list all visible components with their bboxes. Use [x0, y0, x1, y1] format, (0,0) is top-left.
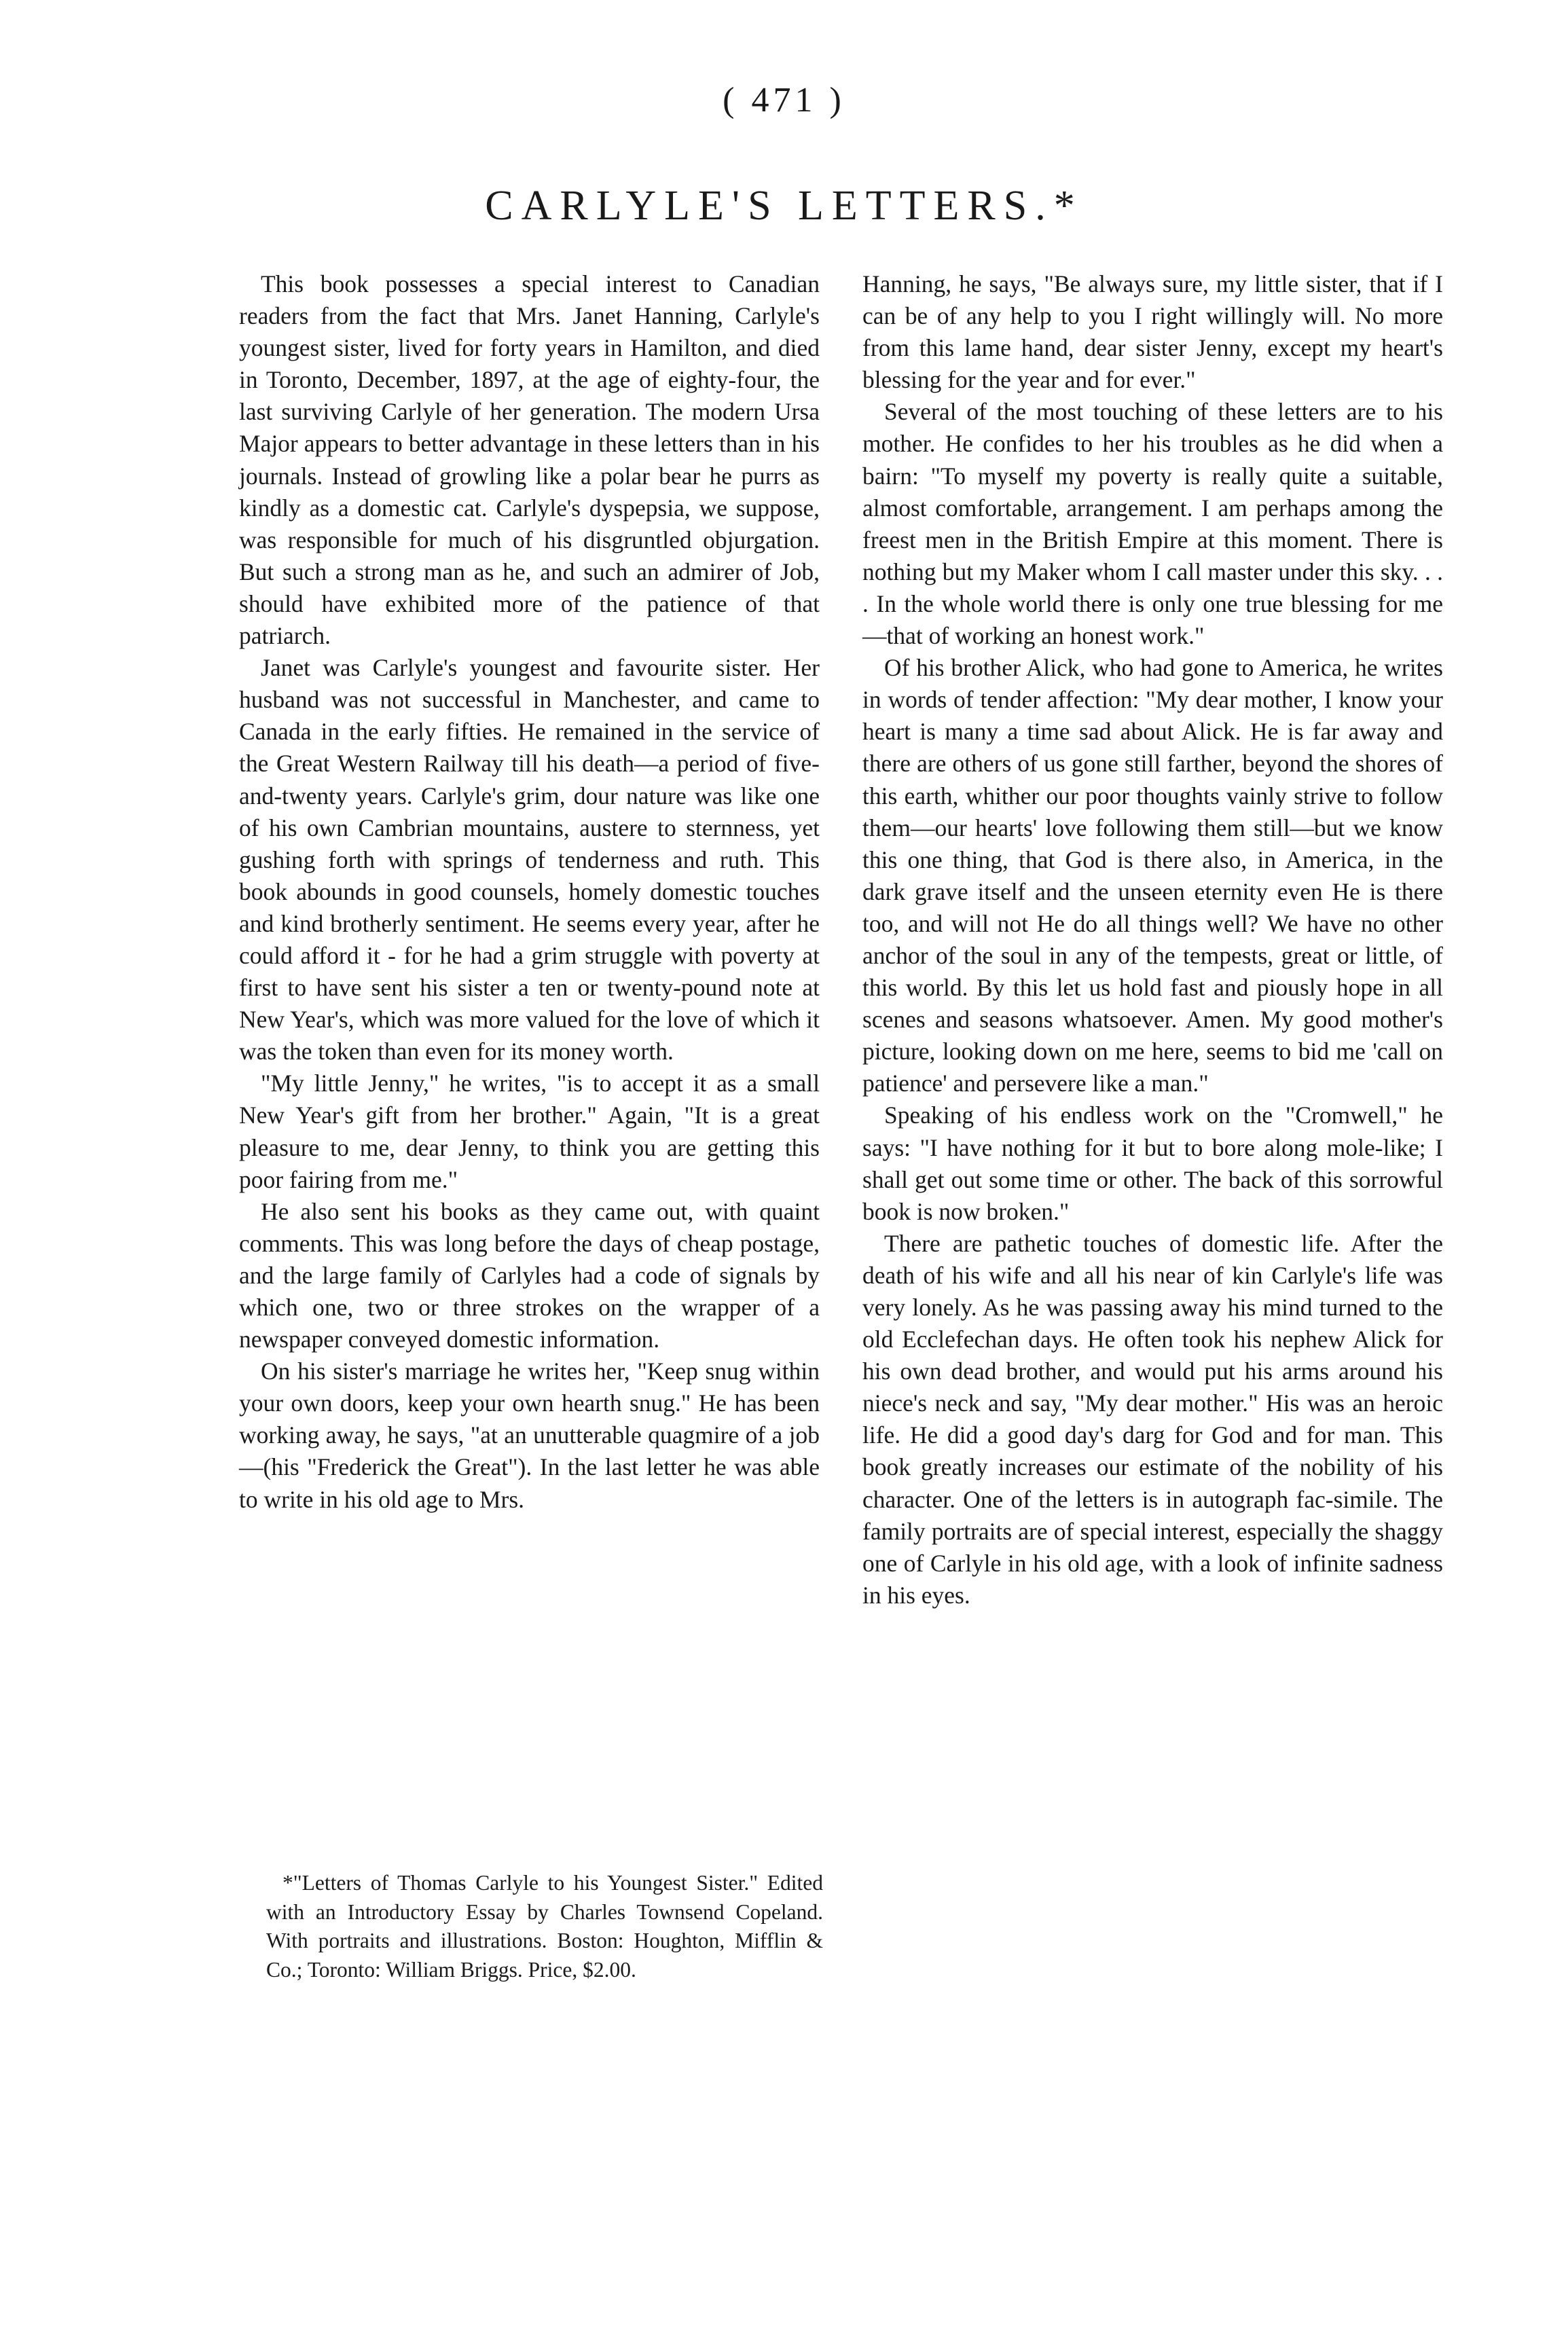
paragraph: There are pathetic touches of domestic life. After the death of his wife and all his near of kin Carlyle's life was very lonely. As he was passing away his mind turned to the old Ecclefechan days. He often took his nephew Alick for his own dead brother, and would put his arms around his niece's neck and say, "My dear mother." His was an heroic life. He did a good day's darg for God and for man. This book greatly increases our estimate of the nobility of his character. One of the letters is in autograph fac-simile. The family portraits are of special interest, especially the shaggy one of Carlyle in his old age, with a look of infinite sadness in his eyes.	[862, 1229, 1443, 1609]
paragraph: "My little Jenny," he writes, "is to accept it as a small New Year's gift from her brother." Again, "It is a great pleasure to me, dear Jenny, to think you are getting this poor fairing from me."	[239, 1070, 820, 1193]
paragraph: Speaking of his endless work on the "Cromwell," he says: "I have nothing for it but to bore along mole-like; I shall get out some time or other. The back of this sorrowful book is now broken."	[862, 1101, 1443, 1225]
footnote-text: *"Letters of Thomas Carlyle to his Youngest Sister." Edited with an Introductory Essay by Charles Townsend Copeland. With portraits and illustrations. Boston: Houghton, Mifflin & Co.; Toronto: William Briggs. Price, $2.00.	[266, 1871, 823, 1982]
paragraph: On his sister's marriage he writes her, "Keep snug within your own doors, keep your own hearth snug." He has been working away, he says, "at an unutterable quagmire of a job—(his "Frederick the Great"). In the last letter he was able to write in his old age to Mrs.	[239, 1358, 820, 1513]
right-column	[862, 268, 1443, 1611]
article-title: CARLYLE'S LETTERS.*	[485, 183, 1083, 229]
paragraph: Hanning, he says, "Be always sure, my little sister, that if I can be of any help to you I right willingly will. No more from this lame hand, dear sister Jenny, except my heart's blessing for the year and for ever."	[862, 270, 1443, 394]
footnote	[266, 1869, 823, 1984]
left-column	[239, 268, 820, 1516]
paragraph: This book possesses a special interest to Canadian readers from the fact that Mrs. Janet Hanning, Carlyle's youngest sister, lived for forty years in Hamilton, and died in Toronto, December, 1897, at the age of eighty-four, the last surviving Carlyle of her generation. The modern Ursa Major appears to better advantage in these letters than in his journals. Instead of growling like a polar bear he purrs as kindly as a domestic cat. Carlyle's dyspepsia, we suppose, was responsible for much of his disgruntled objurgation. But such a strong man as he, and such an admirer of Job, should have exhibited more of the patience of that patriarch.	[239, 270, 820, 650]
paragraph: Several of the most touching of these letters are to his mother. He confides to her his troubles as he did when a bairn: "To myself my poverty is really quite a suitable, almost comfortable, arrangement. I am perhaps among the freest men in the British Empire at this moment. There is nothing but my Maker whom I call master under this sky. . . . In the whole world there is only one true blessing for me—that of working an honest work."	[862, 398, 1443, 650]
page-number: ( 471 )	[723, 81, 845, 120]
paragraph: He also sent his books as they came out, with quaint comments. This was long before the days of cheap postage, and the large family of Carlyles had a code of signals by which one, two or three strokes on the wrapper of a newspaper conveyed domestic information.	[239, 1197, 820, 1353]
paragraph: Janet was Carlyle's youngest and favourite sister. Her husband was not successful in Manchester, and came to Canada in the early fifties. He remained in the service of the Great Western Railway till his death—a period of five-and-twenty years. Carlyle's grim, dour nature was like one of his own Cambrian mountains, austere to sternness, yet gushing forth with springs of tenderness and ruth. This book abounds in good counsels, homely domestic touches and kind brotherly sentiment. He seems every year, after he could afford it - for he had a grim struggle with poverty at first to have sent his sister a ten or twenty-pound note at New Year's, which was more valued for the love of which it was the token than even for its money worth.	[239, 654, 820, 1065]
paragraph: Of his brother Alick, who had gone to America, he writes in words of tender affection: "My dear mother, I know your heart is many a time sad about Alick. He is far away and there are others of us gone still farther, beyond the shores of this earth, whither our poor thoughts vainly strive to follow them—our hearts' love following them still—but we know this one thing, that God is there also, in America, in the dark grave itself and the unseen eternity even He is there too, and will not He do all things well? We have no other anchor of the soul in any of the tempests, great or little, of this world. By this let us hold fast and piously hope in all scenes and seasons whatsoever. Amen. My good mother's picture, looking down on me here, seems to bid me 'call on patience' and persevere like a man."	[862, 654, 1443, 1097]
